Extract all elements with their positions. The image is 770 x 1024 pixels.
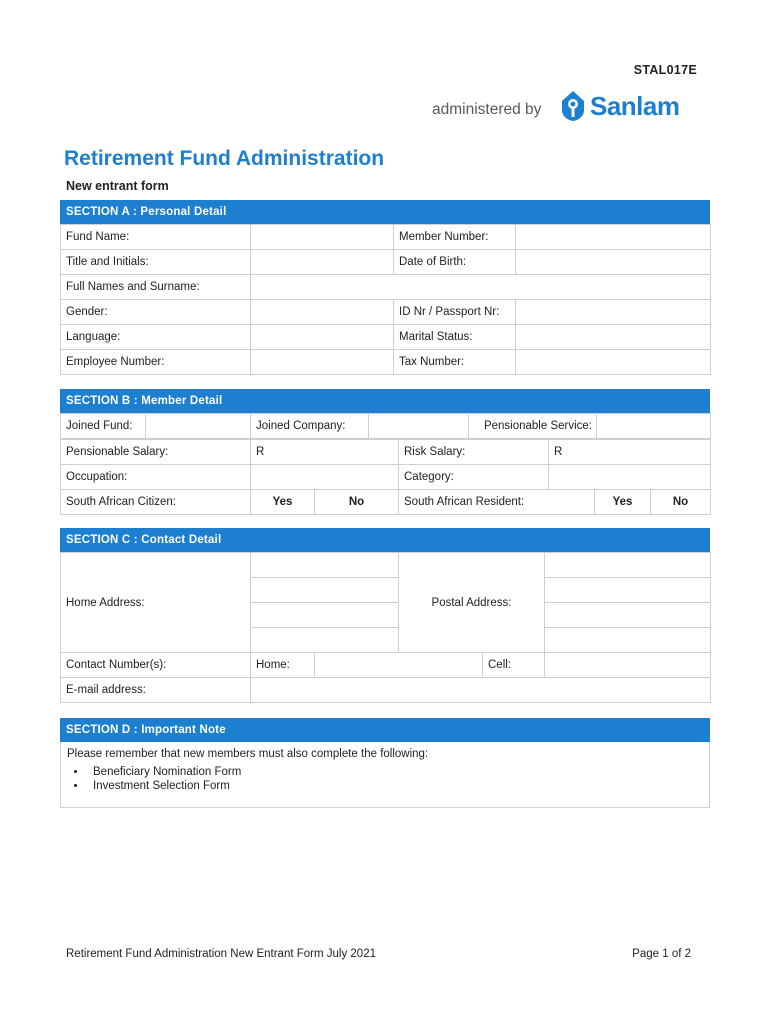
list-item: • Investment Selection Form (87, 780, 703, 792)
postal-address-line-1[interactable] (545, 553, 711, 578)
joined-fund-field[interactable] (146, 414, 251, 439)
language-label: Language: (61, 325, 251, 350)
table-row (61, 653, 711, 678)
section-c-heading: SECTION C : Contact Detail (60, 528, 710, 552)
table-row (61, 325, 711, 350)
sanlam-logo (560, 88, 680, 124)
postal-address-line-4[interactable] (545, 628, 711, 653)
risk-salary-field[interactable]: R (549, 440, 711, 465)
id-passport-field[interactable] (516, 300, 711, 325)
table-row (61, 350, 711, 375)
email-field[interactable] (251, 678, 711, 703)
sa-citizen-label: South African Citizen: (61, 490, 251, 515)
member-detail-table-top (60, 413, 711, 439)
member-detail-table (60, 439, 711, 515)
postal-address-line-3[interactable] (545, 603, 711, 628)
sa-resident-label: South African Resident: (399, 490, 595, 515)
home-address-label: Home Address: (61, 553, 251, 653)
home-address-line-2[interactable] (251, 578, 399, 603)
risk-salary-label: Risk Salary: (399, 440, 549, 465)
important-note-box (60, 742, 710, 808)
language-field[interactable] (251, 325, 394, 350)
table-row (61, 414, 711, 439)
list-item: • Beneficiary Nomination Form (87, 766, 703, 778)
important-note-text: Please remember that new members must also complete the following: (67, 748, 429, 760)
administered-by-label: administered by (432, 101, 542, 118)
personal-detail-table (60, 224, 711, 375)
joined-company-field[interactable] (369, 414, 469, 439)
section-d-important-note (60, 718, 710, 808)
sa-resident-no-option[interactable]: No (651, 490, 711, 515)
home-address-line-1[interactable] (251, 553, 399, 578)
sanlam-shield-icon (560, 90, 586, 122)
postal-address-line-2[interactable] (545, 578, 711, 603)
pensionable-salary-label: Pensionable Salary: (61, 440, 251, 465)
fund-name-label: Fund Name: (61, 225, 251, 250)
brand-name: Sanlam (590, 90, 680, 121)
page-title: Retirement Fund Administration (64, 147, 385, 170)
employee-number-field[interactable] (251, 350, 394, 375)
category-field[interactable] (549, 465, 711, 490)
table-row (61, 678, 711, 703)
table-row (61, 553, 711, 578)
home-phone-field[interactable] (315, 653, 483, 678)
member-number-field[interactable] (516, 225, 711, 250)
section-c-contact-detail (60, 528, 710, 703)
page-subtitle: New entrant form (66, 179, 169, 193)
joined-company-label: Joined Company: (251, 414, 369, 439)
gender-label: Gender: (61, 300, 251, 325)
form-code: STAL017E (633, 63, 697, 77)
pensionable-salary-field[interactable]: R (251, 440, 399, 465)
category-label: Category: (399, 465, 549, 490)
home-address-line-4[interactable] (251, 628, 399, 653)
full-names-field[interactable] (251, 275, 711, 300)
cell-phone-label: Cell: (483, 653, 545, 678)
section-b-member-detail (60, 389, 710, 515)
occupation-field[interactable] (251, 465, 399, 490)
tax-number-label: Tax Number: (394, 350, 516, 375)
sa-citizen-yes-option[interactable]: Yes (251, 490, 315, 515)
sa-citizen-no-option[interactable]: No (315, 490, 399, 515)
table-row (61, 465, 711, 490)
home-address-line-3[interactable] (251, 603, 399, 628)
joined-fund-label: Joined Fund: (61, 414, 146, 439)
id-passport-label: ID Nr / Passport Nr: (394, 300, 516, 325)
section-d-heading: SECTION D : Important Note (60, 718, 710, 742)
marital-status-label: Marital Status: (394, 325, 516, 350)
section-a-personal-detail (60, 200, 710, 375)
table-row (61, 490, 711, 515)
sa-resident-yes-option[interactable]: Yes (595, 490, 651, 515)
table-row (61, 225, 711, 250)
page-number: Page 1 of 2 (632, 948, 691, 960)
pensionable-service-label: Pensionable Service: (469, 414, 597, 439)
postal-address-label: Postal Address: (399, 553, 545, 653)
gender-field[interactable] (251, 300, 394, 325)
section-b-heading: SECTION B : Member Detail (60, 389, 710, 413)
contact-detail-table (60, 552, 711, 703)
required-forms-list (67, 766, 703, 792)
section-a-heading: SECTION A : Personal Detail (60, 200, 710, 224)
occupation-label: Occupation: (61, 465, 251, 490)
title-initials-field[interactable] (251, 250, 394, 275)
contact-numbers-label: Contact Number(s): (61, 653, 251, 678)
tax-number-field[interactable] (516, 350, 711, 375)
date-of-birth-label: Date of Birth: (394, 250, 516, 275)
title-initials-label: Title and Initials: (61, 250, 251, 275)
email-label: E-mail address: (61, 678, 251, 703)
employee-number-label: Employee Number: (61, 350, 251, 375)
full-names-label: Full Names and Surname: (61, 275, 251, 300)
footer-form-title: Retirement Fund Administration New Entrant Form July 2021 (66, 948, 376, 960)
cell-phone-field[interactable] (545, 653, 711, 678)
member-number-label: Member Number: (394, 225, 516, 250)
marital-status-field[interactable] (516, 325, 711, 350)
pensionable-service-field[interactable] (597, 414, 711, 439)
fund-name-field[interactable] (251, 225, 394, 250)
table-row (61, 250, 711, 275)
date-of-birth-field[interactable] (516, 250, 711, 275)
home-phone-label: Home: (251, 653, 315, 678)
table-row (61, 275, 711, 300)
table-row (61, 440, 711, 465)
table-row (61, 300, 711, 325)
